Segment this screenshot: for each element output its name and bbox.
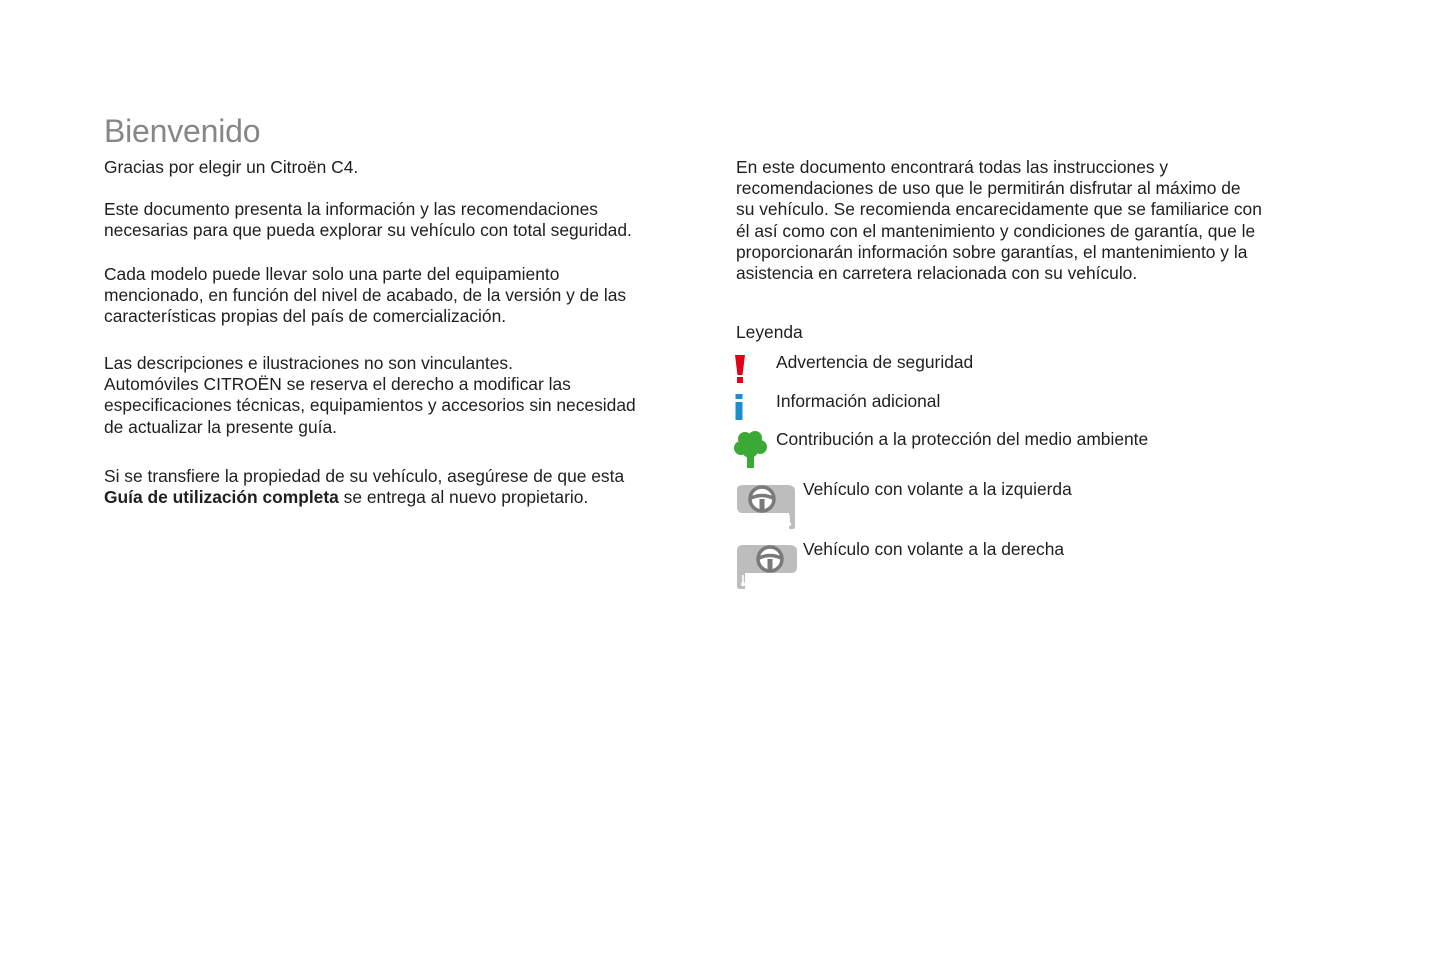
- paragraph-equipment: Cada modelo puede llevar solo una parte del equipamiento mencionado, en función del nivel de acabado, de la versión y de las características propias del país de comercialización.: [104, 264, 627, 327]
- paragraph-thanks: Gracias por elegir un Citroën C4.: [104, 157, 359, 177]
- paragraph-document-intro: Este documento presenta la información y las recomendaciones necesarias para que pueda explorar su vehículo con total seguridad.: [104, 199, 632, 241]
- paragraph-disclaimer: Las descripciones e ilustraciones no son vinculantes. Automóviles CITROËN se reserva el derecho a modificar las especificaciones técnicas, equipamientos y accesorios sin necesidad de actualizar la presente guía.: [104, 353, 636, 437]
- legend-label-warning: Advertencia de seguridad: [776, 352, 974, 372]
- legend-label-environment: Contribución a la protección del medio ambiente: [776, 429, 1149, 449]
- right-hand-drive-icon: [735, 541, 799, 591]
- legend-label-right-hand-drive: Vehículo con volante a la derecha: [803, 539, 1065, 559]
- legend-title: Leyenda: [736, 322, 803, 342]
- legend-label-info: Información adicional: [776, 391, 941, 411]
- legend-label-left-hand-drive: Vehículo con volante a la izquierda: [803, 479, 1072, 499]
- guide-name-bold: Guía de utilización completa: [104, 487, 339, 508]
- info-icon: [734, 393, 746, 421]
- exclamation-icon: [733, 354, 747, 384]
- left-hand-drive-icon: [735, 481, 799, 531]
- paragraph-ownership-transfer: Si se transfiere la propiedad de su vehículo, asegúrese de que esta Guía de utilización completa se entrega al nuevo propietario.: [104, 466, 625, 508]
- page-title: Bienvenido: [104, 113, 261, 149]
- paragraph-document-contents: En este documento encontrará todas las instrucciones y recomendaciones de uso que le permitirán disfrutar al máximo de su vehículo. Se recomienda encarecidamente que se familiarice con él así como con el mantenimiento y condiciones de garantía, que le proporcionarán información sobre garantías, el mantenimiento y la asistencia en carretera relacionada con su vehículo.: [736, 157, 1262, 284]
- tree-icon: [734, 431, 768, 469]
